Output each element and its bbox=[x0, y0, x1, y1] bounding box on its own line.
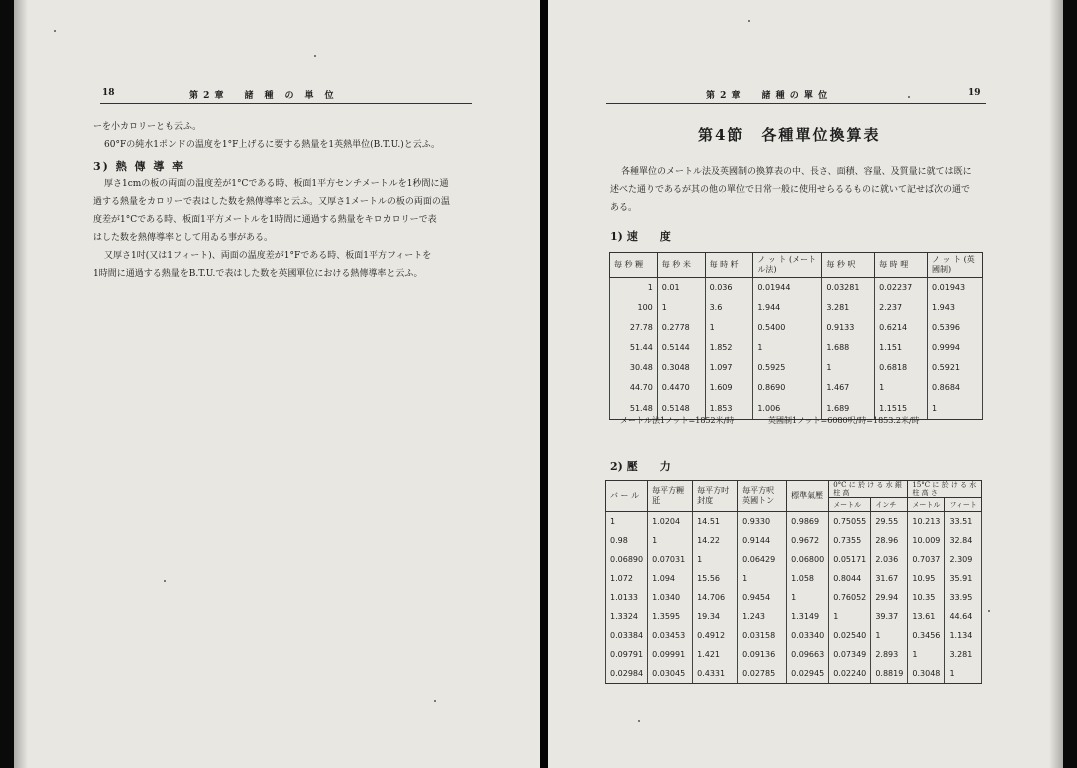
table-cell: 29.94 bbox=[871, 588, 908, 607]
table-cell: 44.70 bbox=[610, 378, 658, 398]
table-cell: 51.44 bbox=[610, 338, 658, 358]
intro-line: 各種單位のメートル法及英國制の換算表の中、長さ、面積、容量、及質量に就ては既に bbox=[621, 167, 972, 177]
table-cell: 1 bbox=[693, 550, 738, 569]
page-title: 第4節 各種單位換算表 bbox=[698, 126, 881, 144]
page-edge-shadow bbox=[1049, 0, 1063, 768]
table-cell: 10.35 bbox=[908, 588, 945, 607]
table-cell: 100 bbox=[610, 298, 658, 318]
table-cell: 0.76052 bbox=[829, 588, 871, 607]
table-cell: 1 bbox=[829, 607, 871, 626]
table-cell: 27.78 bbox=[610, 318, 658, 338]
table-row bbox=[606, 645, 982, 664]
table-cell: 0.9133 bbox=[822, 318, 875, 338]
table-cell: 0.05171 bbox=[829, 550, 871, 569]
table-cell: 14.51 bbox=[693, 512, 738, 531]
col-header: バ ー ル bbox=[606, 481, 648, 512]
intro-line: 述べた通りであるが其の他の單位で日常一般に使用せらるるものに就いて記せば次の通で bbox=[610, 185, 971, 195]
table-cell: 0.03384 bbox=[606, 626, 648, 645]
speck bbox=[638, 720, 640, 722]
table-cell: 0.01943 bbox=[928, 278, 983, 298]
table-row bbox=[610, 318, 983, 338]
table-cell: 1.943 bbox=[928, 298, 983, 318]
table-cell: 1 bbox=[875, 378, 928, 398]
table-cell: 10.009 bbox=[908, 531, 945, 550]
table-cell: 0.5925 bbox=[753, 358, 822, 378]
table-cell: 0.7037 bbox=[908, 550, 945, 569]
table-cell: 44.64 bbox=[945, 607, 982, 626]
col-header: 毎 秒 呎 bbox=[822, 253, 875, 278]
table-cell: 1 bbox=[945, 664, 982, 684]
table-cell: 0.01944 bbox=[753, 278, 822, 298]
text-line: 厚さ1cmの板の両面の温度差が1°Cである時、板面1平方センチメートルを1秒間に通 bbox=[104, 179, 449, 189]
table-cell: 1 bbox=[787, 588, 829, 607]
table-row bbox=[606, 607, 982, 626]
table-cell: 1.852 bbox=[705, 338, 753, 358]
table-cell: 0.9144 bbox=[738, 531, 787, 550]
table-cell: 19.34 bbox=[693, 607, 738, 626]
col-subheader: メートル bbox=[829, 498, 871, 512]
table-cell: 1 bbox=[606, 512, 648, 531]
table-row bbox=[610, 278, 983, 298]
table-cell: 35.91 bbox=[945, 569, 982, 588]
table-row bbox=[606, 664, 982, 684]
speck bbox=[54, 30, 56, 32]
running-header: 第 2 章 諸 種 の 單 位 bbox=[706, 91, 829, 101]
left-page bbox=[14, 0, 540, 768]
intro-line: ある。 bbox=[610, 203, 638, 213]
table-cell: 0.09991 bbox=[648, 645, 693, 664]
speck bbox=[748, 20, 750, 22]
page-number: 19 bbox=[968, 88, 981, 98]
table-cell: 1 bbox=[705, 318, 753, 338]
col-subheader: フィート bbox=[945, 498, 982, 512]
table-row bbox=[606, 550, 982, 569]
table-cell: 0.3048 bbox=[657, 358, 705, 378]
table-cell: 0.8044 bbox=[829, 569, 871, 588]
speck bbox=[314, 55, 316, 57]
table-cell: 1.0340 bbox=[648, 588, 693, 607]
table-cell: 1.243 bbox=[738, 607, 787, 626]
running-header: 第 2 章 諸 種 の 単 位 bbox=[189, 91, 335, 101]
text-line: はした数を熱傳導率として用ゐる事がある。 bbox=[93, 233, 274, 243]
table-row bbox=[606, 512, 982, 531]
speed-table bbox=[609, 252, 983, 420]
table-cell: 1 bbox=[648, 531, 693, 550]
table-cell: 0.02237 bbox=[875, 278, 928, 298]
table-cell: 32.84 bbox=[945, 531, 982, 550]
col-header: ノ ッ ト (英國制) bbox=[928, 253, 983, 278]
table-cell: 1.151 bbox=[875, 338, 928, 358]
table-cell: 0.8690 bbox=[753, 378, 822, 398]
table-cell: 2.036 bbox=[871, 550, 908, 569]
col-subheader: メートル bbox=[908, 498, 945, 512]
table-cell: 0.06890 bbox=[606, 550, 648, 569]
col-subheader: インチ bbox=[871, 498, 908, 512]
text-line: 60°Fの純水1ポンドの温度を1°F上げるに要する熱量を1英熱単位(B.T.U.)と云ふ。 bbox=[104, 140, 440, 150]
table-cell: 10.213 bbox=[908, 512, 945, 531]
table-cell: 0.5148 bbox=[657, 398, 705, 420]
book-gutter bbox=[540, 0, 548, 768]
col-header: ノ ッ ト (メートル法) bbox=[753, 253, 822, 278]
table-cell: 0.07031 bbox=[648, 550, 693, 569]
table-cell: 0.9454 bbox=[738, 588, 787, 607]
table-cell: 1.097 bbox=[705, 358, 753, 378]
table-cell: 2.237 bbox=[875, 298, 928, 318]
page-number: 18 bbox=[102, 88, 115, 98]
text-line: 度差が1°Cである時、板面1平方メートルを1時間に通過する熱量をキロカロリーで表 bbox=[93, 215, 437, 225]
table-cell: 0.2778 bbox=[657, 318, 705, 338]
table-cell: 0.03281 bbox=[822, 278, 875, 298]
table-cell: 10.95 bbox=[908, 569, 945, 588]
table-cell: 30.48 bbox=[610, 358, 658, 378]
table-cell: 0.6818 bbox=[875, 358, 928, 378]
table-cell: 0.6214 bbox=[875, 318, 928, 338]
table-cell: 1.072 bbox=[606, 569, 648, 588]
table-cell: 0.9994 bbox=[928, 338, 983, 358]
table-cell: 0.3048 bbox=[908, 664, 945, 684]
table-cell: 0.06429 bbox=[738, 550, 787, 569]
table-cell: 1.006 bbox=[753, 398, 822, 420]
table-cell: 1.094 bbox=[648, 569, 693, 588]
table-cell: 1.0133 bbox=[606, 588, 648, 607]
pressure-table bbox=[605, 480, 982, 684]
table-cell: 1.688 bbox=[822, 338, 875, 358]
table-cell: 0.5396 bbox=[928, 318, 983, 338]
table-cell: 1.944 bbox=[753, 298, 822, 318]
col-header: 毎 時 哩 bbox=[875, 253, 928, 278]
table-cell: 1.467 bbox=[822, 378, 875, 398]
table-row bbox=[606, 569, 982, 588]
table-cell: 0.03045 bbox=[648, 664, 693, 684]
table-cell: 0.09791 bbox=[606, 645, 648, 664]
table-row bbox=[610, 298, 983, 318]
text-line: 又厚さ1吋(又は1フィート)、両面の温度差が1°Fである時、板面1平方フィートを bbox=[104, 251, 432, 261]
table-cell: 0.9869 bbox=[787, 512, 829, 531]
col-header: 15°C に 於 け る 水 柱 高 さ bbox=[908, 481, 982, 498]
table-row bbox=[606, 531, 982, 550]
table-cell: 0.4912 bbox=[693, 626, 738, 645]
table-row bbox=[610, 358, 983, 378]
table-cell: 28.96 bbox=[871, 531, 908, 550]
table-cell: 13.61 bbox=[908, 607, 945, 626]
speck bbox=[164, 580, 166, 582]
table-cell: 0.4470 bbox=[657, 378, 705, 398]
table-cell: 1.134 bbox=[945, 626, 982, 645]
speed-section-title: 1) 速 度 bbox=[610, 230, 671, 243]
table-cell: 0.02984 bbox=[606, 664, 648, 684]
table-cell: 1 bbox=[871, 626, 908, 645]
table-cell: 1.853 bbox=[705, 398, 753, 420]
table-cell: 0.9330 bbox=[738, 512, 787, 531]
table-cell: 1 bbox=[738, 569, 787, 588]
table-cell: 1.609 bbox=[705, 378, 753, 398]
right-page bbox=[548, 0, 1063, 768]
table-cell: 0.02540 bbox=[829, 626, 871, 645]
table-cell: 0.7355 bbox=[829, 531, 871, 550]
table-cell: 1 bbox=[822, 358, 875, 378]
table-cell: 0.5144 bbox=[657, 338, 705, 358]
table-cell: 0.9672 bbox=[787, 531, 829, 550]
table-cell: 0.036 bbox=[705, 278, 753, 298]
table-cell: 1.3324 bbox=[606, 607, 648, 626]
col-header: 毎平方呎 英國トン bbox=[738, 481, 787, 512]
speck bbox=[908, 96, 910, 98]
table-cell: 33.51 bbox=[945, 512, 982, 531]
table-cell: 1 bbox=[928, 398, 983, 420]
speed-note: 英國制1ノット=6080呎/時=1853.2米/時 bbox=[768, 416, 920, 425]
table-cell: 1 bbox=[908, 645, 945, 664]
table-cell: 0.01 bbox=[657, 278, 705, 298]
table-cell: 29.55 bbox=[871, 512, 908, 531]
table-cell: 0.75055 bbox=[829, 512, 871, 531]
speck bbox=[434, 700, 436, 702]
table-cell: 33.95 bbox=[945, 588, 982, 607]
table-cell: 0.07349 bbox=[829, 645, 871, 664]
section-title: 3) 熱 傳 導 率 bbox=[93, 160, 186, 173]
text-line: 1時間に通過する熱量をB.T.U.で表はした数を英國單位における熱傳導率と云ふ。 bbox=[93, 269, 423, 279]
table-cell: 0.4331 bbox=[693, 664, 738, 684]
table-cell: 1.0204 bbox=[648, 512, 693, 531]
table-cell: 1.1515 bbox=[875, 398, 928, 420]
table-cell: 31.67 bbox=[871, 569, 908, 588]
header-rule bbox=[606, 103, 986, 104]
table-cell: 3.281 bbox=[945, 645, 982, 664]
col-header: 毎平方吋 封度 bbox=[693, 481, 738, 512]
table-cell: 1 bbox=[753, 338, 822, 358]
table-cell: 0.02240 bbox=[829, 664, 871, 684]
table-row bbox=[606, 588, 982, 607]
table-row bbox=[610, 378, 983, 398]
table-cell: 1 bbox=[657, 298, 705, 318]
table-cell: 0.09663 bbox=[787, 645, 829, 664]
col-header: 毎 秒 米 bbox=[657, 253, 705, 278]
table-cell: 0.09136 bbox=[738, 645, 787, 664]
text-line: 過する熱量をカロリーで表はした数を熱傳導率と云ふ。又厚さ1メートルの板の両面の温 bbox=[93, 197, 450, 207]
table-cell: 0.8819 bbox=[871, 664, 908, 684]
table-cell: 1.3149 bbox=[787, 607, 829, 626]
col-header: 標準氣壓 bbox=[787, 481, 829, 512]
page-edge-shadow bbox=[14, 0, 28, 768]
table-row bbox=[610, 338, 983, 358]
col-header: 毎 秒 糎 bbox=[610, 253, 658, 278]
table-cell: 0.8684 bbox=[928, 378, 983, 398]
speed-note: メートル法1ノット=1852米/時 bbox=[620, 416, 735, 425]
col-header: 0°C に 於 け る 水 銀 柱 高 bbox=[829, 481, 908, 498]
speck bbox=[988, 610, 990, 612]
text-line: ーを小カロリーとも云ふ。 bbox=[93, 122, 202, 132]
table-cell: 0.5400 bbox=[753, 318, 822, 338]
col-header: 毎平方糎 瓩 bbox=[648, 481, 693, 512]
table-cell: 2.893 bbox=[871, 645, 908, 664]
table-cell: 0.03453 bbox=[648, 626, 693, 645]
table-cell: 0.5921 bbox=[928, 358, 983, 378]
table-cell: 1.3595 bbox=[648, 607, 693, 626]
table-row bbox=[606, 626, 982, 645]
table-cell: 15.56 bbox=[693, 569, 738, 588]
col-header: 毎 時 粁 bbox=[705, 253, 753, 278]
table-cell: 0.03340 bbox=[787, 626, 829, 645]
table-cell: 3.281 bbox=[822, 298, 875, 318]
header-rule bbox=[100, 103, 472, 104]
table-cell: 51.48 bbox=[610, 398, 658, 420]
table-cell: 1.421 bbox=[693, 645, 738, 664]
table-cell: 1.689 bbox=[822, 398, 875, 420]
table-cell: 1 bbox=[610, 278, 658, 298]
table-cell: 0.3456 bbox=[908, 626, 945, 645]
table-cell: 0.02945 bbox=[787, 664, 829, 684]
table-cell: 1.058 bbox=[787, 569, 829, 588]
table-cell: 0.03158 bbox=[738, 626, 787, 645]
table-cell: 14.706 bbox=[693, 588, 738, 607]
pressure-section-title: 2) 壓 力 bbox=[610, 460, 671, 473]
table-cell: 3.6 bbox=[705, 298, 753, 318]
table-cell: 14.22 bbox=[693, 531, 738, 550]
table-cell: 0.06800 bbox=[787, 550, 829, 569]
table-cell: 0.02785 bbox=[738, 664, 787, 684]
table-cell: 39.37 bbox=[871, 607, 908, 626]
table-cell: 0.98 bbox=[606, 531, 648, 550]
table-cell: 2.309 bbox=[945, 550, 982, 569]
